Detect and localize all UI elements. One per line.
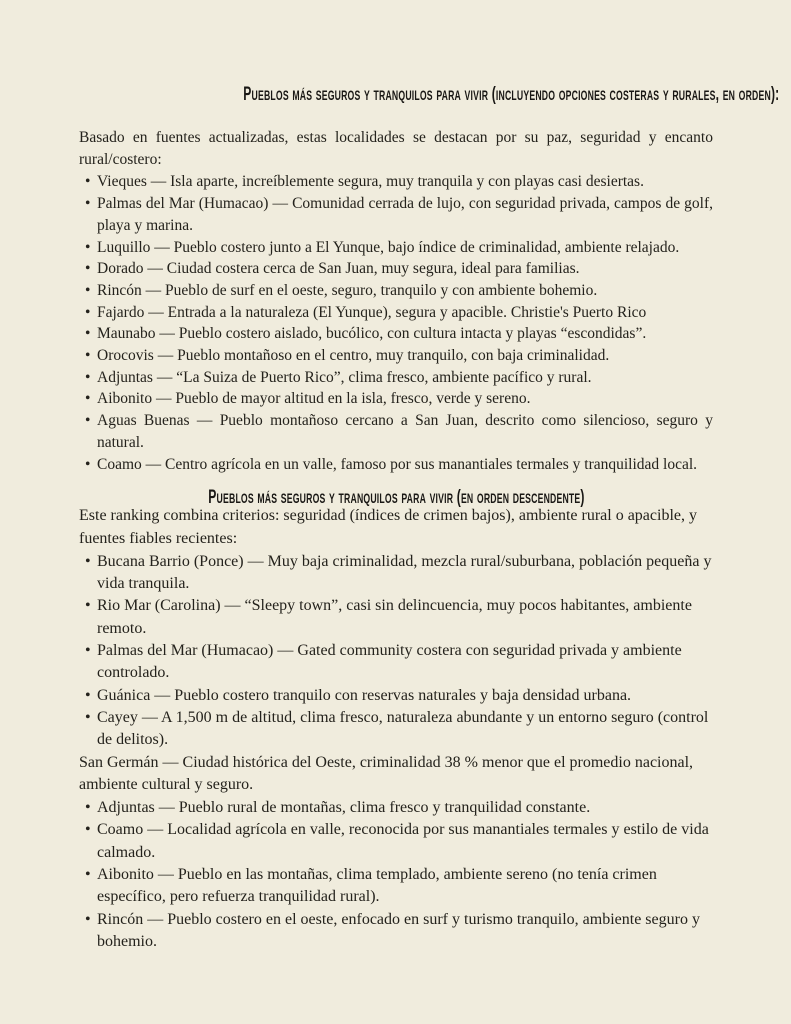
list-item: • Rio Mar (Carolina) — “Sleepy town”, casi sin delincuencia, muy pocos habitantes, ambiente remoto. xyxy=(79,595,713,640)
list-item: • Dorado — Ciudad costera cerca de San Juan, muy segura, ideal para familias. xyxy=(79,258,713,280)
section-2-heading xyxy=(79,482,713,509)
section-2-intro: Este ranking combina criterios: seguridad (índices de crimen bajos), ambiente rural o apacible, y fuentes fiables recientes: xyxy=(79,507,697,547)
list-item: • Coamo — Localidad agrícola en valle, reconocida por sus manantiales termales y estilo de vida calmado. xyxy=(79,819,713,864)
list-item: • Luquillo — Pueblo costero junto a El Yunque, bajo índice de criminalidad, ambiente relajado. xyxy=(79,237,713,259)
list-item: • Aguas Buenas — Pueblo montañoso cercano a San Juan, descrito como silencioso, seguro y natural. xyxy=(79,410,713,453)
list-item: • Rincón — Pueblo costero en el oeste, enfocado en surf y turismo tranquilo, ambiente seguro y bohemio. xyxy=(79,909,713,954)
list-item: • Adjuntas — Pueblo rural de montañas, clima fresco y tranquilidad constante. xyxy=(79,797,713,819)
list-item: • Coamo — Centro agrícola en un valle, famoso por sus manantiales termales y tranquilidad local. xyxy=(79,454,713,476)
safest-towns-list-1 xyxy=(79,171,713,475)
list-item: • Bucana Barrio (Ponce) — Muy baja criminalidad, mezcla rural/suburbana, población pequeña y vida tranquila. xyxy=(79,551,713,596)
list-item: • Fajardo — Entrada a la naturaleza (El Yunque), segura y apacible. Christie's Puerto Rico xyxy=(79,302,713,324)
list-item: • Palmas del Mar (Humacao) — Gated community costera con seguridad privada y ambiente controlado. xyxy=(79,640,713,685)
san-german-paragraph: San Germán — Ciudad histórica del Oeste, criminalidad 38 % menor que el promedio nacional, ambiente cultural y seguro. xyxy=(79,753,694,793)
list-item: • Guánica — Pueblo costero tranquilo con reservas naturales y baja densidad urbana. xyxy=(79,685,713,707)
list-item: • Palmas del Mar (Humacao) — Comunidad cerrada de lujo, con seguridad privada, campos de golf, playa y marina. xyxy=(79,193,713,236)
section-1-heading-text: Pueblos más seguros y tranquilos para vivir (incluyendo opciones costeras y rurales, en orden): xyxy=(243,83,780,105)
list-item: • Aibonito — Pueblo en las montañas, clima templado, ambiente sereno (no tenía crimen específico, pero refuerza tranquilidad rural). xyxy=(79,864,713,909)
list-item: • Orocovis — Pueblo montañoso en el centro, muy tranquilo, con baja criminalidad. xyxy=(79,345,713,367)
safest-towns-list-2-bottom xyxy=(79,797,713,953)
list-item: • Rincón — Pueblo de surf en el oeste, seguro, tranquilo y con ambiente bohemio. xyxy=(79,280,713,302)
section-1-intro: Basado en fuentes actualizadas, estas localidades se destacan por su paz, seguridad y encanto rural/costero: xyxy=(79,129,713,168)
list-item: • Cayey — A 1,500 m de altitud, clima fresco, naturaleza abundante y un entorno seguro (control de delitos). xyxy=(79,707,713,752)
section-safest-towns-descending xyxy=(79,482,713,953)
list-item: • Maunabo — Pueblo costero aislado, bucólico, con cultura intacta y playas “escondidas”. xyxy=(79,323,713,345)
safest-towns-list-2-top xyxy=(79,551,713,752)
list-item: • Adjuntas — “La Suiza de Puerto Rico”, clima fresco, ambiente pacífico y rural. xyxy=(79,367,713,389)
section-2-heading-text: Pueblos más seguros y tranquilos para vivir (en orden descendente) xyxy=(207,486,585,509)
list-item: • Vieques — Isla aparte, increíblemente segura, muy tranquila y con playas casi desiertas. xyxy=(79,171,713,193)
section-safest-towns-coastal-rural xyxy=(79,80,780,475)
list-item: • Aibonito — Pueblo de mayor altitud en la isla, fresco, verde y sereno. xyxy=(79,388,713,410)
section-1-heading xyxy=(79,80,780,105)
